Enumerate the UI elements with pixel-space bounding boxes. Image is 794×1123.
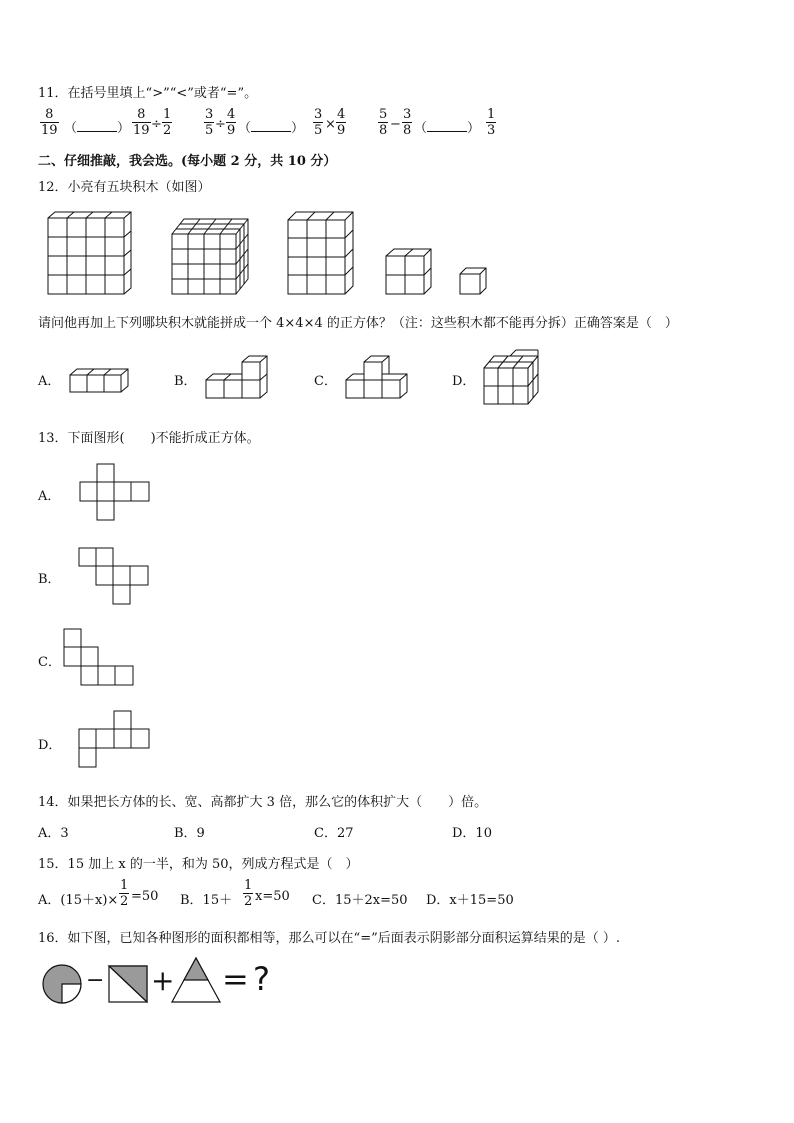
numerator: 4 [227,107,236,122]
minus-sign: − [86,968,105,993]
section-title: 二、仔细推敲，我会选。(每小题 2 分，共 10 分） [38,154,337,169]
numerator: 3 [314,107,323,122]
numerator: 4 [337,107,346,122]
numerator: 1 [120,878,129,893]
q15-option-c[interactable]: C．15＋2x=50 [312,893,408,908]
paren-open: （ [64,121,78,136]
denominator: 9 [337,123,346,138]
numerator: 8 [45,107,54,122]
q14-option-b[interactable]: B．9 [174,826,205,841]
q11-stem: 11．在括号里填上“>”“<”或者“=”。 [38,86,258,101]
q15-option-d[interactable]: D．x＋15=50 [426,893,514,908]
plus-sign: + [151,964,175,997]
circle-quarter-shaded-icon [43,965,81,1003]
denominator: 2 [120,894,129,909]
q12-option-d-label[interactable]: D． [452,374,476,389]
denominator: 5 [314,123,323,138]
numerator: 1 [163,107,172,122]
multiply-operator: × [325,117,336,132]
numerator: 3 [403,107,412,122]
q15-option-b-label[interactable]: B．15＋ [180,893,233,908]
q12-option-b-label[interactable]: B． [174,374,197,389]
question-mark: ? [253,960,270,998]
numerator: 3 [205,107,214,122]
q12-stem: 12．小亮有五块积木（如图） [38,180,211,195]
q13-option-c-label[interactable]: C． [38,655,61,670]
paren-open: （ [414,121,428,136]
paren-close: ） [291,121,305,136]
divide-operator: ÷ [151,117,162,132]
numerator: 1 [244,878,253,893]
denominator: 9 [227,123,236,138]
q14-option-a[interactable]: A．3 [38,826,69,841]
numerator: 5 [379,107,388,122]
denominator: 19 [41,123,58,138]
denominator: 8 [379,123,388,138]
paren-close: ） [117,121,131,136]
denominator: 8 [403,123,412,138]
denominator: 2 [244,894,253,909]
paren-close: ） [467,121,481,136]
q13-option-b-label[interactable]: B． [38,572,61,587]
divide-operator: ÷ [215,117,226,132]
q13-option-a-label[interactable]: A． [38,489,61,504]
q15-option-b-tail: x=50 [255,889,290,904]
q12-question: 请问他再加上下列哪块积木就能拼成一个 4×4×4 的正方体？（注：这些积木都不能再分拆）正确答案是（ ） [38,316,678,331]
q15-stem: 15．15 加上 x 的一半，和为 50，列成方程式是（ ） [38,857,359,872]
numerator: 1 [487,107,496,122]
q16-stem: 16．如下图，已知各种图形的面积都相等，那么可以在“=”后面表示阴影部分面积运算结果的是（ ）. [38,931,620,946]
q13-option-d-label[interactable]: D． [38,738,62,753]
triangle-top-shaded-icon [172,958,220,1002]
q14-stem: 14．如果把长方体的长、宽、高都扩大 3 倍，那么它的体积扩大（ ）倍。 [38,795,488,810]
q14-option-c[interactable]: C．27 [314,826,354,841]
denominator: 5 [205,123,214,138]
square-half-shaded-icon [109,966,147,1002]
denominator: 3 [487,123,496,138]
paren-open: （ [238,121,252,136]
equals-sign: = [222,960,249,998]
denominator: 2 [163,123,172,138]
q12-option-c-label[interactable]: C． [314,374,337,389]
q12-option-a-label[interactable]: A． [38,374,61,389]
minus-operator: − [390,117,401,132]
q15-option-a-tail: =50 [131,889,159,904]
denominator: 19 [133,123,150,138]
numerator: 8 [137,107,146,122]
q13-stem: 13．下面图形( )不能折成正方体。 [38,431,260,446]
q15-option-a-label[interactable]: A．(15＋x)× [38,893,119,908]
q14-option-d[interactable]: D．10 [452,826,492,841]
